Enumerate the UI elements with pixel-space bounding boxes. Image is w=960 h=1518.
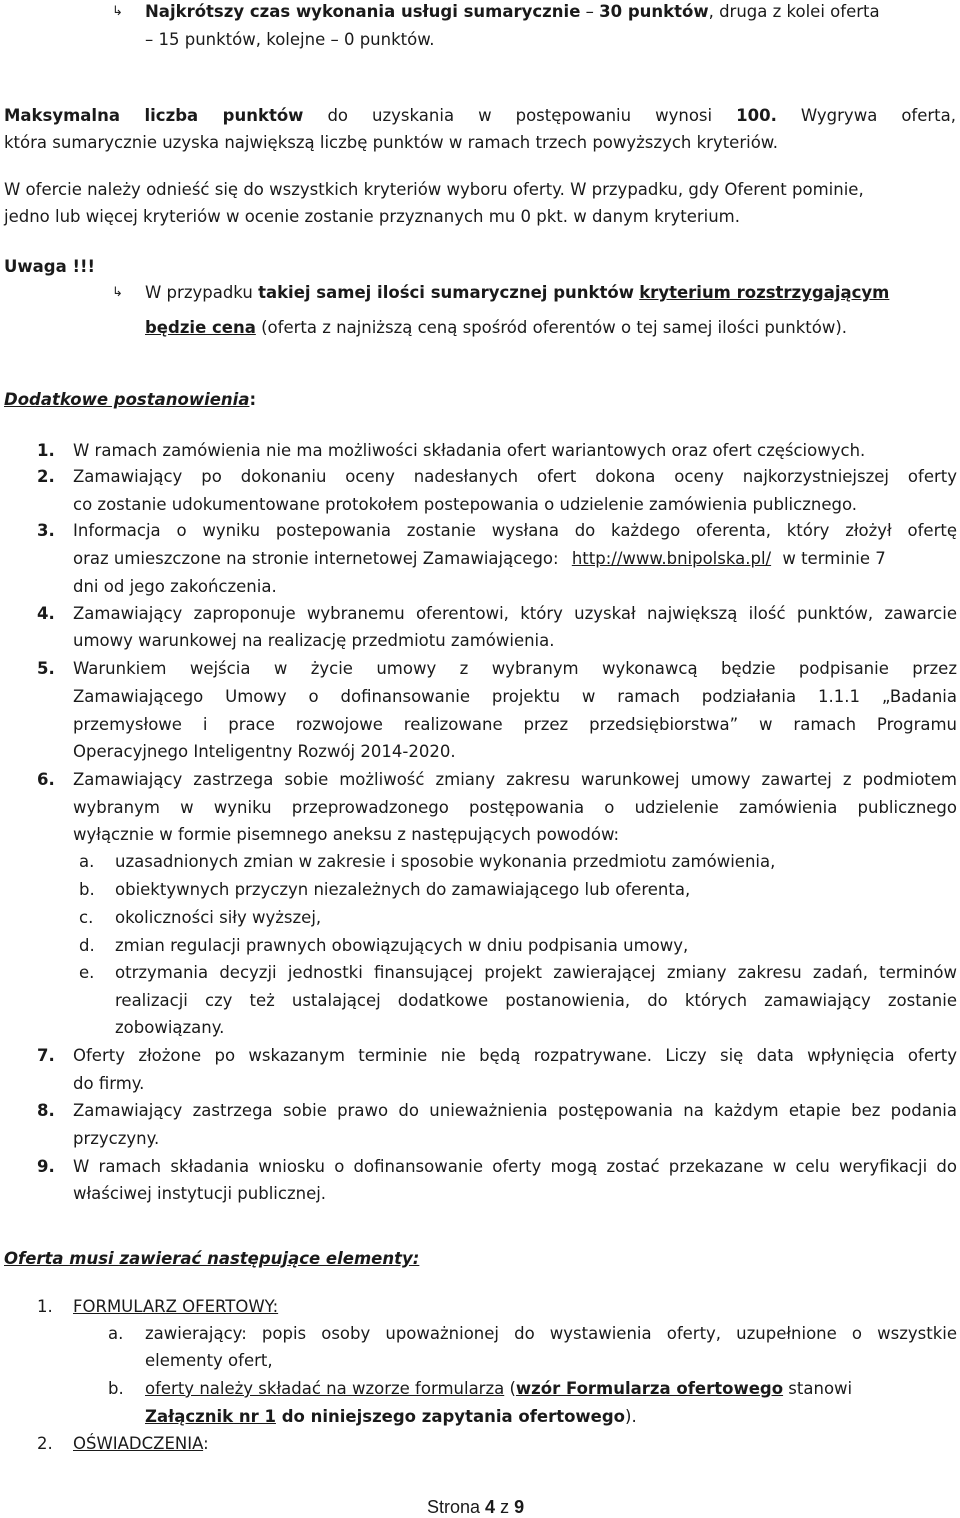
criterion-time-line2: – 15 punktów, kolejne – 0 punktów. [145,30,435,49]
sub-item-text: obiektywnych przyczyn niezależnych do zamawiającego lub oferenta, [115,880,691,899]
list-item-text: Zamawiający po dokonaniu oceny nadesłanych ofert dokona oceny najkorzystniejszej oferty [73,467,957,486]
list-item-text: przyczyny. [73,1129,160,1148]
list-item-text: przemysłowe i prace rozwojowe realizowane przez przedsiębiorstwa” w ramach Programu [73,715,957,734]
page-number: Strona 4 z 9 [427,1497,525,1517]
sub-item-text: zmian regulacji prawnych obowiązujących w dniu podpisania umowy, [115,936,689,955]
tie-rule-line1: W przypadku takiej samej ilości sumarycznej punktów kryterium rozstrzygającym [145,283,890,302]
sub-item-text: zobowiązany. [115,1018,225,1037]
sub-item-text: zawierający: popis osoby upoważnionej do wystawienia oferty, uzupełnione o wszystkie [145,1324,957,1343]
list-item-text: właściwej instytucji publicznej. [73,1184,327,1203]
sub-item-text: okoliczności siły wyższej, [115,908,322,927]
sub-item-text: elementy ofert, [145,1351,273,1370]
list-item-text: Oferty złożone po wskazanym terminie nie będą rozpatrywane. Liczy się data wpłynięcia oferty [73,1046,957,1065]
list-item-text: umowy warunkowej na realizację przedmiotu zamówienia. [73,631,555,650]
list-number: 1. [37,1297,53,1316]
list-number: 4. [37,604,55,623]
list-item-text: wyłącznie w formie pisemnego aneksu z następujących powodów: [73,825,620,844]
offer-heading: Oferta musi zawierać następujące elementy: [4,1249,420,1268]
list-number: 9. [37,1157,55,1176]
list-item-text: Zamawiający zaproponuje wybranemu oferentowi, który uzyskał największą ilość punktów, zawarcie [73,604,957,623]
list-number: 7. [37,1046,55,1065]
max-points-line2: która sumarycznie uzyska największą liczbę punktów w ramach trzech powyższych kryteriów. [4,133,779,152]
list-item-text: Informacja o wyniku postepowania zostanie wysłana do każdego oferenta, który złożył ofertę [73,521,957,540]
sub-letter: a. [79,852,95,871]
uwaga-label: Uwaga !!! [4,257,96,276]
list-item-text: Zamawiającego Umowy o dofinansowanie projektu w ramach podziałania 1.1.1 „Badania [73,687,957,706]
sub-item-text: uzasadnionych zmian w zakresie i sposobie wykonania przedmiotu zamówienia, [115,852,776,871]
list-item-text: dni od jego zakończenia. [73,577,277,596]
sub-item-text: oferty należy składać na wzorze formularza (wzór Formularza ofertowego stanowi [145,1379,853,1398]
list-item-text: wybranym w wyniku przeprowadzonego postępowania o udzielenie zamówienia publicznego [73,798,957,817]
criteria-note-line1: W ofercie należy odnieść się do wszystkich kryteriów wyboru oferty. W przypadku, gdy Oferent pominie, [4,180,864,199]
list-number: 2. [37,1434,53,1453]
list-number: 2. [37,467,55,486]
list-number: 1. [37,441,55,460]
list-item-text: Zamawiający zastrzega sobie możliwość zmiany zakresu warunkowej umowy zawartej z podmiotem [73,770,957,789]
list-item-text: W ramach składania wniosku o dofinansowanie oferty mogą zostać przekazane w celu weryfikacji do [73,1157,957,1176]
website-link[interactable]: http://www.bnipolska.pl/ [571,549,772,568]
arrow-bullet-icon: ↳ [112,4,123,19]
list-number: 8. [37,1101,55,1120]
declarations-label: OŚWIADCZENIA: [73,1434,209,1453]
list-number: 3. [37,521,55,540]
sub-item-text: Załącznik nr 1 do niniejszego zapytania ofertowego). [145,1407,637,1426]
sub-letter: d. [79,936,95,955]
criterion-time-line1: Najkrótszy czas wykonania usługi sumarycznie – 30 punktów, druga z kolei oferta [145,2,880,21]
criteria-note-line2: jedno lub więcej kryteriów w ocenie zostanie przyznanych mu 0 pkt. w danym kryterium. [4,207,740,226]
list-item-text: do firmy. [73,1074,145,1093]
list-number: 5. [37,659,55,678]
list-item-text: Warunkiem wejścia w życie umowy z wybranym wykonawcą będzie podpisanie przez [73,659,957,678]
list-item-text: co zostanie udokumentowane protokołem postepowania o udzielenie zamówienia publicznego. [73,495,857,514]
list-item-text: W ramach zamówienia nie ma możliwości składania ofert wariantowych oraz ofert częściowych. [73,441,866,460]
sub-letter: b. [79,880,95,899]
tie-rule-line2: będzie cena (oferta z najniższą ceną spośród oferentów o tej samej ilości punktów). [145,318,847,337]
sub-letter: b. [108,1379,124,1398]
max-points-line1: Maksymalna liczba punktów do uzyskania w postępowaniu wynosi 100. Wygrywa oferta, [4,106,957,125]
sub-item-text: otrzymania decyzji jednostki finansującej projekt zawierającej zmiany zakresu zadań, terminów [115,963,957,982]
list-item-text: Operacyjnego Inteligentny Rozwój 2014-2020. [73,742,456,761]
offer-form-label: FORMULARZ OFERTOWY: [73,1297,279,1316]
arrow-bullet-icon: ↳ [112,285,123,300]
list-number: 6. [37,770,55,789]
sub-letter: c. [79,908,94,927]
list-item-text: oraz umieszczone na stronie internetowej Zamawiającego: http://www.bnipolska.pl/ w terminie 7 [73,549,886,568]
sub-item-text: realizacji czy też ustalającej dodatkowe postanowienia, do których zamawiający zostanie [115,991,957,1010]
additional-heading: Dodatkowe postanowienia: [4,390,257,409]
list-item-text: Zamawiający zastrzega sobie prawo do unieważnienia postępowania na każdym etapie bez podania [73,1101,957,1120]
sub-letter: e. [79,963,95,982]
sub-letter: a. [108,1324,124,1343]
